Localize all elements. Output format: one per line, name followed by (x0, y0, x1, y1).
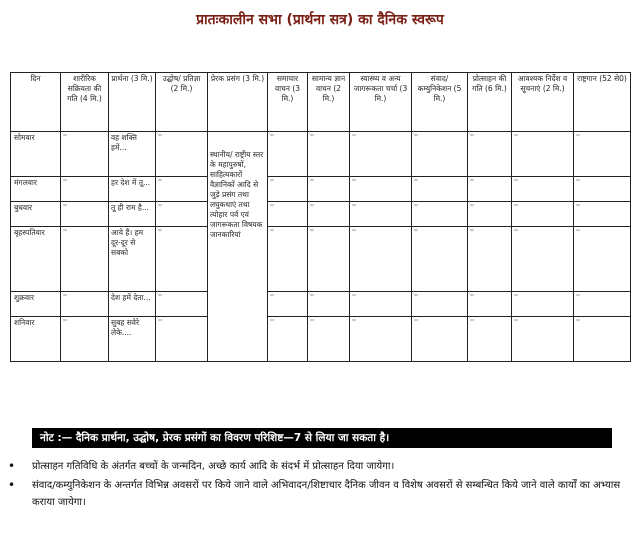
tick-mark: '' (352, 228, 357, 238)
motivational-cell (208, 132, 268, 362)
tick-mark: '' (470, 228, 475, 238)
tick-mark: '' (414, 318, 419, 328)
table-row (11, 227, 631, 291)
day-cell: मंगलवार (11, 176, 61, 201)
tick-mark: '' (310, 203, 315, 213)
prayer-cell: देश हमें देता... (109, 291, 156, 316)
bullet-icon: • (8, 478, 16, 492)
prayer-cell: तू ही राम है... (109, 202, 156, 227)
column-header: प्रेरक प्रसंग (3 मि.) (208, 73, 268, 132)
prayer-cell: वह शक्ति हमें... (109, 132, 156, 177)
tick-mark: '' (576, 292, 581, 302)
column-header: उद्घोष/ प्रतिज्ञा (2 मि.) (156, 73, 208, 132)
tick-mark: '' (63, 203, 68, 213)
tick-mark: '' (270, 133, 275, 142)
tick-mark: '' (310, 292, 315, 302)
tick-mark: '' (63, 228, 68, 238)
bullet-text: प्रोत्साहन गतिविधि के अंतर्गत बच्चों के जन्मदिन, अच्छे कार्य आदि के संदर्भ में प्रोत्साहन दिया जायेगा। (32, 461, 395, 472)
tick-mark: '' (63, 177, 68, 187)
tick-mark: '' (310, 133, 315, 142)
tick-mark: '' (576, 203, 581, 213)
prayer-cell: आये हैं। हम दूर-दूर से सबको (109, 227, 156, 291)
tick-mark: '' (310, 177, 315, 187)
schedule-table (10, 72, 631, 362)
tick-mark: '' (514, 318, 519, 328)
list-item (6, 458, 636, 475)
tick-mark: '' (310, 318, 315, 328)
prayer-cell: हर देश में तू... (109, 176, 156, 201)
tick-mark: '' (470, 203, 475, 213)
tick-mark: '' (576, 133, 581, 142)
column-header: समाचार वाचन (3 मि.) (268, 73, 308, 132)
table-header-row (11, 73, 631, 132)
tick-mark: '' (352, 318, 357, 328)
column-header: आवश्यक निर्देश व सूचनाएं (2 मि.) (512, 73, 574, 132)
tick-mark: '' (270, 177, 275, 187)
tick-mark: '' (576, 177, 581, 187)
tick-mark: '' (414, 292, 419, 302)
tick-mark: '' (158, 177, 163, 187)
tick-mark: '' (270, 292, 275, 302)
tick-mark: '' (514, 177, 519, 187)
table-row (11, 317, 631, 362)
prayer-cell: सुबह सवेरे लेके.... (109, 317, 156, 362)
column-header: दिन (11, 73, 61, 132)
table-row (11, 291, 631, 316)
column-header: संवाद/ कम्युनिकेशन (5 मि.) (412, 73, 468, 132)
tick-mark: '' (414, 177, 419, 187)
tick-mark: '' (470, 177, 475, 187)
table-row (11, 132, 631, 177)
day-cell: बृहस्पतिवार (11, 227, 61, 291)
tick-mark: '' (270, 203, 275, 213)
tick-mark: '' (514, 133, 519, 142)
motivational-text: स्थानीय/ राष्ट्रीय स्तर के महापुरुषों, साहित्यकारों वैज्ञानिकों आदि से जुड़े प्रसंग तथा लघुकथाएं तथा त्योहार पर्व एवं जागरूकता विषयक जानकारियां (210, 150, 264, 239)
column-header: राष्ट्रगान (52 से0) (574, 73, 631, 132)
bullet-list (6, 458, 636, 513)
tick-mark: '' (470, 292, 475, 302)
tick-mark: '' (576, 228, 581, 238)
column-header: सामान्य ज्ञान वाचन (2 मि.) (308, 73, 350, 132)
tick-mark: '' (63, 133, 68, 142)
tick-mark: '' (352, 203, 357, 213)
day-cell: बुधवार (11, 202, 61, 227)
tick-mark: '' (352, 133, 357, 142)
column-header: प्रोत्साहन की गति (6 मि.) (468, 73, 512, 132)
tick-mark: '' (352, 292, 357, 302)
tick-mark: '' (158, 292, 163, 302)
tick-mark: '' (310, 228, 315, 238)
bullet-text: संवाद/कम्युनिकेशन के अन्तर्गत विभिन्न अवसरों पर किये जाने वाले अभिवादन/शिष्टाचार दैनिक जीवन व विशेष अवसरों से सम्बन्धित किये जाने वाले कार्यों का अभ्यास कराया जायेगा। (32, 480, 621, 508)
tick-mark: '' (63, 318, 68, 328)
bullet-icon: • (8, 459, 16, 473)
table-row (11, 202, 631, 227)
tick-mark: '' (414, 203, 419, 213)
tick-mark: '' (470, 133, 475, 142)
tick-mark: '' (352, 177, 357, 187)
page-title: प्रातःकालीन सभा (प्रार्थना सत्र) का दैनिक स्वरूप (196, 12, 444, 28)
tick-mark: '' (270, 318, 275, 328)
tick-mark: '' (63, 292, 68, 302)
tick-mark: '' (158, 228, 163, 238)
day-cell: सोमवार (11, 132, 61, 177)
tick-mark: '' (414, 228, 419, 238)
tick-mark: '' (514, 228, 519, 238)
tick-mark: '' (470, 318, 475, 328)
tick-mark: '' (158, 318, 163, 328)
tick-mark: '' (158, 203, 163, 213)
tick-mark: '' (514, 292, 519, 302)
tick-mark: '' (414, 133, 419, 142)
tick-mark: '' (158, 133, 163, 142)
tick-mark: '' (576, 318, 581, 328)
list-item (6, 477, 636, 511)
column-header: स्वास्थ्य व अन्य जागरूकता चर्चा (3 मि.) (350, 73, 412, 132)
day-cell: शुक्रवार (11, 291, 61, 316)
tick-mark: '' (514, 203, 519, 213)
column-header: शारीरिक सक्रियता की गति (4 मि.) (61, 73, 109, 132)
day-cell: शनिवार (11, 317, 61, 362)
note-banner: नोट :— दैनिक प्रार्थना, उद्घोष, प्रेरक प्रसंगों का विवरण परिशिष्ट—7 से लिया जा सकता है। (32, 428, 612, 448)
tick-mark: '' (270, 228, 275, 238)
column-header: प्रार्थना (3 मि.) (109, 73, 156, 132)
table-row (11, 176, 631, 201)
